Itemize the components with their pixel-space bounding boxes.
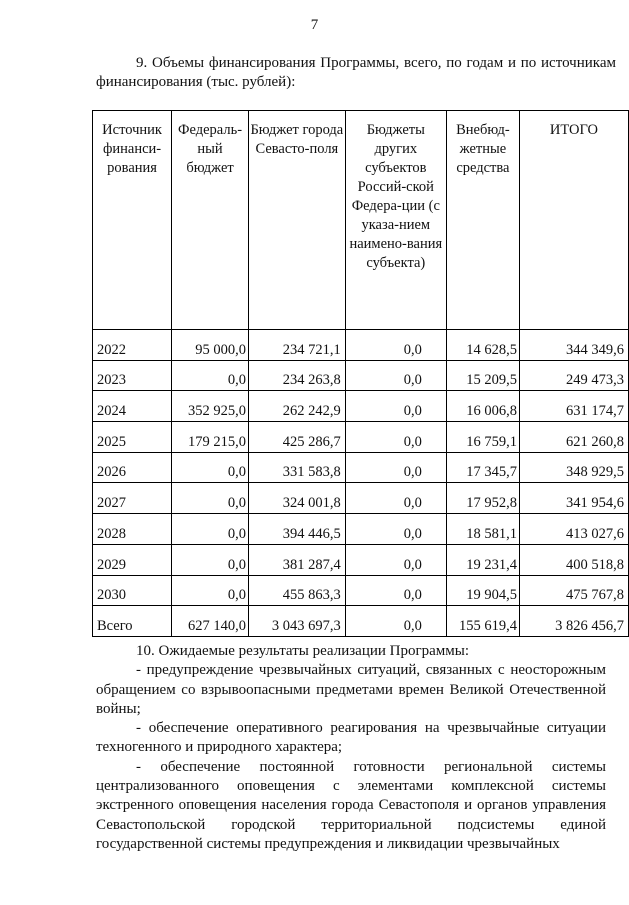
cell-year: 2026: [93, 452, 172, 483]
cell-extrabudgetary: 14 628,5: [446, 330, 519, 361]
cell-federal: 0,0: [172, 452, 249, 483]
cell-subjects: 0,0: [345, 514, 446, 545]
cell-federal: 627 140,0: [172, 606, 249, 637]
cell-extrabudgetary: 19 231,4: [446, 544, 519, 575]
funding-table: [92, 110, 629, 637]
cell-city: 425 286,7: [248, 422, 345, 453]
section-9-heading: 9. Объемы финансирования Программы, всего, по годам и по источникам финансирования (тыс. рублей):: [96, 55, 616, 90]
cell-federal: 0,0: [172, 575, 249, 606]
cell-total: 400 518,8: [519, 544, 628, 575]
cell-federal: 352 925,0: [172, 391, 249, 422]
cell-year: 2029: [93, 544, 172, 575]
cell-subjects: 0,0: [345, 606, 446, 637]
cell-year: 2030: [93, 575, 172, 606]
cell-city: 381 287,4: [248, 544, 345, 575]
cell-city: 234 263,8: [248, 360, 345, 391]
cell-year: Всего: [93, 606, 172, 637]
cell-subjects: 0,0: [345, 360, 446, 391]
table-body: [93, 330, 629, 637]
table-row: [93, 330, 629, 361]
cell-total: 621 260,8: [519, 422, 628, 453]
section-10-heading: 10. Ожидаемые результаты реализации Программы:: [136, 643, 470, 659]
cell-subjects: 0,0: [345, 575, 446, 606]
cell-city: 331 583,8: [248, 452, 345, 483]
cell-federal: 0,0: [172, 544, 249, 575]
header-federal-budget: Федераль-ный бюджет: [172, 111, 249, 330]
table-row: [93, 422, 629, 453]
cell-extrabudgetary: 17 345,7: [446, 452, 519, 483]
table-row: [93, 514, 629, 545]
header-total: ИТОГО: [519, 111, 628, 330]
cell-year: 2025: [93, 422, 172, 453]
cell-total: 631 174,7: [519, 391, 628, 422]
cell-extrabudgetary: 155 619,4: [446, 606, 519, 637]
table-row: [93, 575, 629, 606]
cell-city: 3 043 697,3: [248, 606, 345, 637]
cell-city: 234 721,1: [248, 330, 345, 361]
cell-total: 3 826 456,7: [519, 606, 628, 637]
cell-city: 455 863,3: [248, 575, 345, 606]
cell-extrabudgetary: 15 209,5: [446, 360, 519, 391]
cell-federal: 0,0: [172, 514, 249, 545]
cell-federal: 0,0: [172, 360, 249, 391]
cell-city: 394 446,5: [248, 514, 345, 545]
cell-federal: 95 000,0: [172, 330, 249, 361]
cell-total: 348 929,5: [519, 452, 628, 483]
cell-total: 249 473,3: [519, 360, 628, 391]
list-item: - обеспечение оперативного реагирования на чрезвычайные ситуации техногенного и природного характера;: [96, 720, 606, 756]
cell-total: 475 767,8: [519, 575, 628, 606]
cell-subjects: 0,0: [345, 391, 446, 422]
cell-total: 341 954,6: [519, 483, 628, 514]
cell-year: 2022: [93, 330, 172, 361]
cell-total: 413 027,6: [519, 514, 628, 545]
table-row: [93, 483, 629, 514]
cell-federal: 179 215,0: [172, 422, 249, 453]
page-number: 7: [310, 17, 319, 33]
table-header: [93, 111, 629, 330]
cell-extrabudgetary: 16 006,8: [446, 391, 519, 422]
cell-subjects: 0,0: [345, 483, 446, 514]
list-item: - обеспечение постоянной готовности региональной системы централизованного оповещения с элементами комплексной системы экстренного оповещения населения города Севастополя и органов управления Севастопольской городской территориальной подсистемы единой государственной системы предупреждения и ликвидации чрезвычайных: [96, 758, 606, 852]
cell-subjects: 0,0: [345, 422, 446, 453]
cell-year: 2027: [93, 483, 172, 514]
cell-extrabudgetary: 16 759,1: [446, 422, 519, 453]
table-header-row: [93, 111, 629, 330]
cell-total: 344 349,6: [519, 330, 628, 361]
header-extrabudgetary: Внебюд-жетные средства: [446, 111, 519, 330]
cell-extrabudgetary: 19 904,5: [446, 575, 519, 606]
header-city-budget: Бюджет города Севасто-поля: [248, 111, 345, 330]
cell-subjects: 0,0: [345, 452, 446, 483]
header-source: Источник финанси-рования: [93, 111, 172, 330]
cell-extrabudgetary: 18 581,1: [446, 514, 519, 545]
table-row-total: [93, 606, 629, 637]
list-item: - предупреждение чрезвычайных ситуаций, связанных с неосторожным обращением со взрывоопасными предметами времен Великой Отечественной войны;: [96, 662, 606, 717]
table-row: [93, 452, 629, 483]
table-row: [93, 360, 629, 391]
cell-extrabudgetary: 17 952,8: [446, 483, 519, 514]
cell-year: 2028: [93, 514, 172, 545]
table-row: [93, 544, 629, 575]
cell-subjects: 0,0: [345, 330, 446, 361]
table-row: [93, 391, 629, 422]
cell-city: 262 242,9: [248, 391, 345, 422]
cell-city: 324 001,8: [248, 483, 345, 514]
expected-results-list: [96, 661, 606, 854]
header-other-subjects-budgets: Бюджеты других субъектов Россий-ской Федера-ции (с указа-нием наимено-вания субъекта): [345, 111, 446, 330]
cell-year: 2023: [93, 360, 172, 391]
cell-year: 2024: [93, 391, 172, 422]
cell-federal: 0,0: [172, 483, 249, 514]
section-10: [96, 642, 606, 854]
cell-subjects: 0,0: [345, 544, 446, 575]
